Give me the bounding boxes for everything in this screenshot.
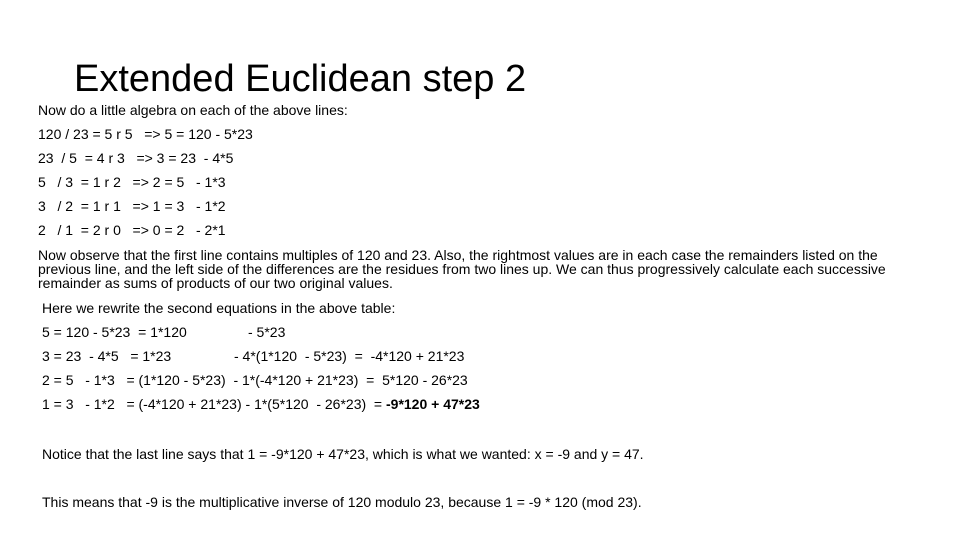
rewrite-row-2-right: - 4*(1*120 - 5*23) = -4*120 + 21*23 <box>234 348 465 364</box>
rewrite-intro: Here we rewrite the second equations in the above table: <box>42 300 396 316</box>
algebra-line-4: 3 / 2 = 1 r 1 => 1 = 3 - 1*2 <box>38 198 226 214</box>
rewrite-row-1-right: - 5*23 <box>248 324 286 340</box>
algebra-line-5: 2 / 1 = 2 r 0 => 0 = 2 - 2*1 <box>38 222 226 238</box>
notice-text: Notice that the last line says that 1 = -9*120 + 47*23, which is what we wanted: x = -9 and y = 47. <box>42 446 644 462</box>
rewrite-row-4 <box>42 396 480 413</box>
rewrite-row-3-left: 2 = 5 - 1*3 = (1*120 - 5*23) - 1*(-4*120 + 21*23) = 5*120 - 26*23 <box>42 372 468 388</box>
slide-title: Extended Euclidean step 2 <box>74 58 527 100</box>
observation-paragraph: Now observe that the first line contains multiples of 120 and 23. Also, the rightmost values are in each case the remainders listed on the previous line, and the left side of the differences are the residues from two lines up. We can thus progressively calculate each successive remainder as sums of products of our two original values. <box>38 247 886 291</box>
algebra-line-3: 5 / 3 = 1 r 2 => 2 = 5 - 1*3 <box>38 174 226 190</box>
intro-text: Now do a little algebra on each of the above lines: <box>38 102 348 118</box>
rewrite-row-2-left: 3 = 23 - 4*5 = 1*23 <box>42 348 172 364</box>
rewrite-row-1-left: 5 = 120 - 5*23 = 1*120 <box>42 324 187 340</box>
algebra-line-2: 23 / 5 = 4 r 3 => 3 = 23 - 4*5 <box>38 150 234 166</box>
rewrite-row-4-result: -9*120 + 47*23 <box>386 396 480 412</box>
rewrite-row-4-left: 1 = 3 - 1*2 = (-4*120 + 21*23) - 1*(5*120 - 26*23) = <box>42 396 386 412</box>
algebra-line-1: 120 / 23 = 5 r 5 => 5 = 120 - 5*23 <box>38 126 253 142</box>
conclusion-text: This means that -9 is the multiplicative inverse of 120 modulo 23, because 1 = -9 * 120 (mod 23). <box>42 494 642 510</box>
